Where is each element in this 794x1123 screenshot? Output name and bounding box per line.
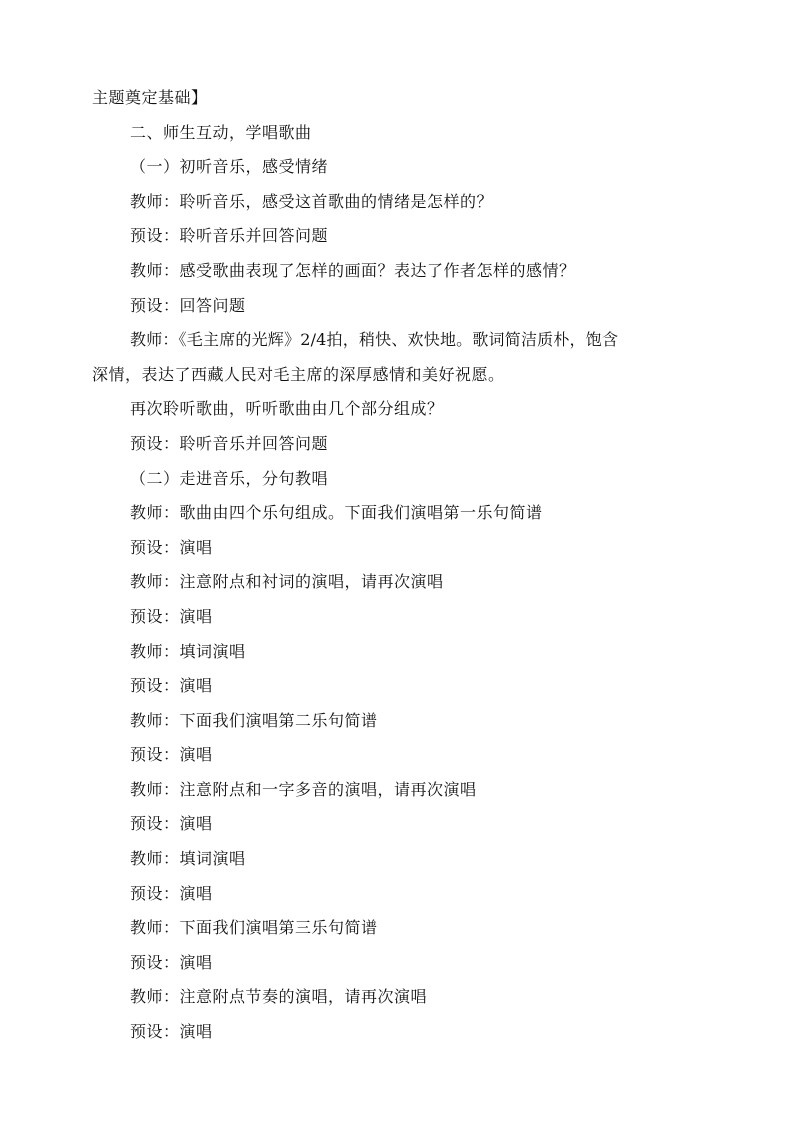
text-line: 预设：演唱 <box>130 883 213 903</box>
text-line: 教师：聆听音乐，感受这首歌曲的情绪是怎样的？ <box>130 191 494 211</box>
text-line: 教师：填词演唱 <box>130 849 246 869</box>
text-line: 教师：注意附点和衬词的演唱，请再次演唱 <box>130 572 444 592</box>
text-line: 预设：聆听音乐并回答问题 <box>130 226 329 246</box>
text-line: 预设：演唱 <box>130 606 213 626</box>
text-line: 预设：演唱 <box>130 745 213 765</box>
text-line: 教师：填词演唱 <box>130 641 246 661</box>
text-line: 预设：回答问题 <box>130 295 246 315</box>
subsection-heading: （一）初听音乐，感受情绪 <box>130 157 329 177</box>
text-line: 预设：演唱 <box>130 1022 213 1042</box>
text-line: 预设：演唱 <box>130 537 213 557</box>
text-line: 教师：注意附点和一字多音的演唱，请再次演唱 <box>130 779 477 799</box>
text-line: 预设：演唱 <box>130 676 213 696</box>
subsection-heading: （二）走进音乐，分句教唱 <box>130 468 329 488</box>
text-line: 预设：聆听音乐并回答问题 <box>130 433 329 453</box>
text-line: 主题奠定基础】 <box>92 88 208 107</box>
text-line: 预设：演唱 <box>130 952 213 972</box>
text-line: 教师：《毛主席的光辉》2/4拍，稍快、欢快地。歌词简洁质朴，饱含 <box>130 330 619 350</box>
text-line: 教师：歌曲由四个乐句组成。下面我们演唱第一乐句简谱 <box>130 503 543 523</box>
text-line: 教师：下面我们演唱第三乐句简谱 <box>130 918 378 938</box>
text-line: 教师：下面我们演唱第二乐句简谱 <box>130 710 378 730</box>
text-line: 教师：注意附点节奏的演唱，请再次演唱 <box>130 987 428 1007</box>
text-line: 深情，表达了西藏人民对毛主席的深厚感情和美好祝愿。 <box>92 364 505 384</box>
text-line: 教师：感受歌曲表现了怎样的画面？表达了作者怎样的感情？ <box>130 260 576 280</box>
section-heading: 二、师生互动，学唱歌曲 <box>130 122 312 142</box>
text-line: 预设：演唱 <box>130 814 213 834</box>
text-line: 再次聆听歌曲，听听歌曲由几个部分组成？ <box>130 399 444 419</box>
document-body <box>92 84 712 1053</box>
